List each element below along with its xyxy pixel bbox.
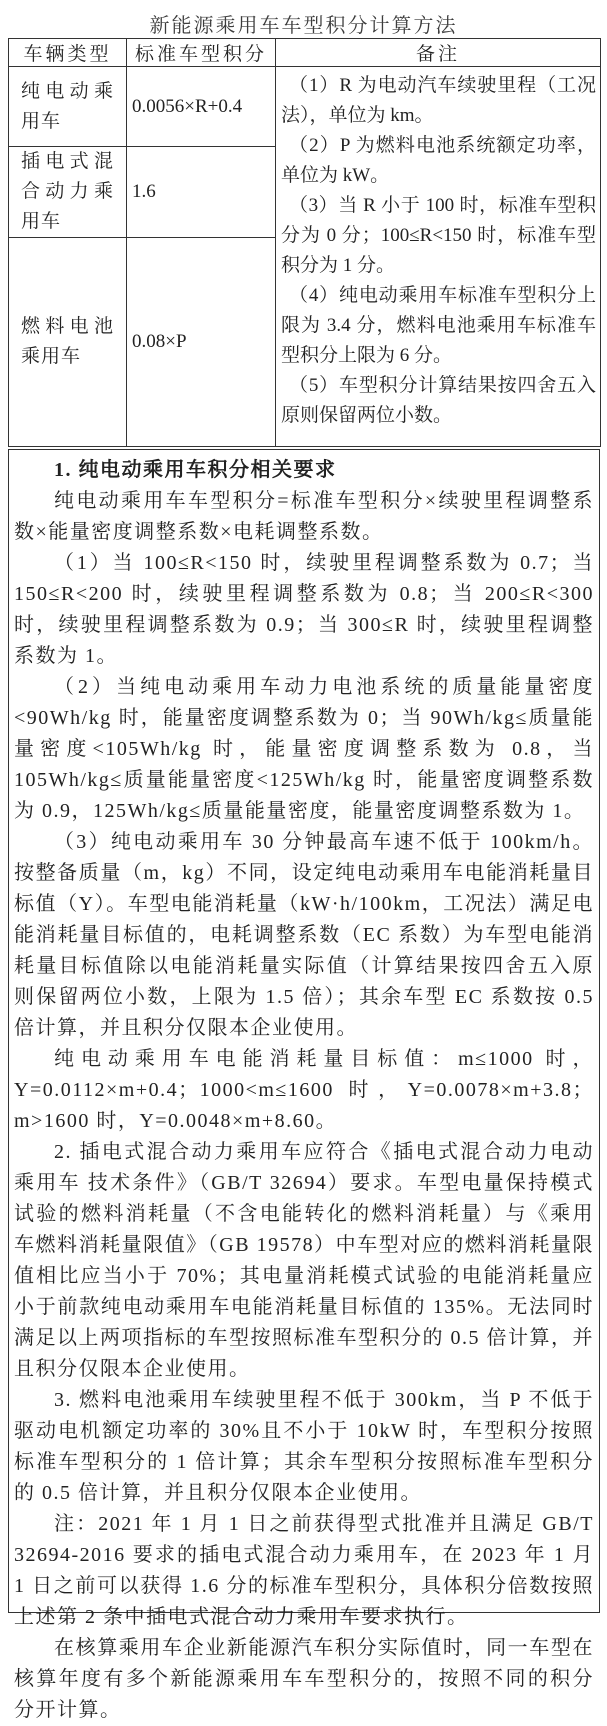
body-paragraph: 在核算乘用车企业新能源汽车积分实际值时，同一车型在核算年度有多个新能源乘用车车型积分的，按照不同的积分分开计算。 <box>14 1637 594 1721</box>
header-standard-credit: 标准车型积分 <box>127 39 276 67</box>
body-paragraph: 注：2021 年 1 月 1 日之前获得型式批准并且满足 GB/T 32694-2016 要求的插电式混合动力乘用车，在 2023 年 1 月 1 日之前可以获得 1.6 分的标准车型积分，具体积分倍数按照上述第 2 条中插电式混合动力乘用车要求执行。 <box>14 1513 594 1628</box>
remark-item-3: （3）当 R 小于 100 时，标准车型积分为 0 分；100≤R<150 时，标准车型积分为 1 分。 <box>281 195 596 276</box>
requirements-textbox <box>8 449 600 1721</box>
credit-calculation-table <box>8 38 601 447</box>
table-header-row <box>9 39 601 67</box>
phev-score-cell: 1.6 <box>127 147 276 238</box>
body-paragraph: 3. 燃料电池乘用车续驶里程不低于 300km，当 P 不低于驱动电机额定功率的 30%且不小于 10kW 时，车型积分按照标准车型积分的 1 倍计算；其余车型积分按照标准车型积分的 0.5 倍计算，并且积分仅限本企业使用。 <box>14 1389 594 1504</box>
bev-score-cell: 0.0056×R+0.4 <box>127 67 276 147</box>
body-paragraph: （2）当纯电动乘用车动力电池系统的质量能量密度<90Wh/kg 时，能量密度调整系数为 0；当 90Wh/kg≤质量能量密度<105Wh/kg 时，能量密度调整系数为 0.8，当 105Wh/kg≤质量能量密度<125Wh/kg 时，能量密度调整系数为 0.9，125Wh/kg≤质量能量密度，能量密度调整系数为 1。 <box>14 676 594 822</box>
section-1-heading: 1. 纯电动乘用车积分相关要求 <box>54 459 337 481</box>
body-paragraph: （1）当 100≤R<150 时，续驶里程调整系数为 0.7；当 150≤R<200 时，续驶里程调整系数为 0.8；当 200≤R<300 时，续驶里程调整系数为 0.9；当 300≤R 时，续驶里程调整系数为 1。 <box>14 552 594 667</box>
body-paragraph: 纯电动乘用车车型积分=标准车型积分×续驶里程调整系数×能量密度调整系数×电耗调整系数。 <box>14 490 594 543</box>
bev-type-cell: 纯电动乘用车 <box>9 67 127 147</box>
fcv-type-cell: 燃料电池乘用车 <box>9 238 127 447</box>
body-paragraph: 2. 插电式混合动力乘用车应符合《插电式混合动力电动乘用车 技术条件》（GB/T 32694）要求。车型电量保持模式试验的燃料消耗量（不含电能转化的燃料消耗量）与《乘用车燃料消耗量限值》（GB 19578）中车型对应的燃料消耗量限值相比应当小于 70%；其电量消耗模式试验的电能消耗量应小于前款纯电动乘用车电能消耗量目标值的 135%。无法同时满足以上两项指标的车型按照标准车型积分的 0.5 倍计算，并且积分仅限本企业使用。 <box>14 1141 594 1380</box>
phev-type-cell: 插电式混合动力乘用车 <box>9 147 127 238</box>
header-remarks: 备注 <box>276 39 601 67</box>
fcv-score-cell: 0.08×P <box>127 238 276 447</box>
page-title: 新能源乘用车车型积分计算方法 <box>149 15 458 37</box>
header-vehicle-type: 车辆类型 <box>9 39 127 67</box>
remark-item-1: （1）R 为电动汽车续驶里程（工况法），单位为 km。 <box>281 75 596 126</box>
body-paragraph: （3）纯电动乘用车 30 分钟最高车速不低于 100km/h。按整备质量（m，kg）不同，设定纯电动乘用车电能消耗量目标值（Y）。车型电能消耗量（kW·h/100km，工况法）满足电能消耗量目标值的，电耗调整系数（EC 系数）为车型电能消耗量目标值除以电能消耗量实际值（计算结果按四舍五入原则保留两位小数，上限为 1.5 倍）；其余车型 EC 系数按 0.5 倍计算，并且积分仅限本企业使用。 <box>14 831 594 1039</box>
remark-item-5: （5）车型积分计算结果按四舍五入原则保留两位小数。 <box>281 375 596 426</box>
body-paragraph: 纯电动乘用车电能消耗量目标值：m≤1000 时，Y=0.0112×m+0.4；1000<m≤1600 时，Y=0.0078×m+3.8；m>1600 时，Y=0.0048×m+8.60。 <box>14 1048 594 1132</box>
remarks-cell <box>276 67 601 447</box>
table-row-bev <box>9 67 601 147</box>
remark-item-4: （4）纯电动乘用车标准车型积分上限为 3.4 分，燃料电池乘用车标准车型积分上限为 6 分。 <box>281 285 596 366</box>
remark-item-2: （2）P 为燃料电池系统额定功率，单位为 kW。 <box>281 135 596 186</box>
